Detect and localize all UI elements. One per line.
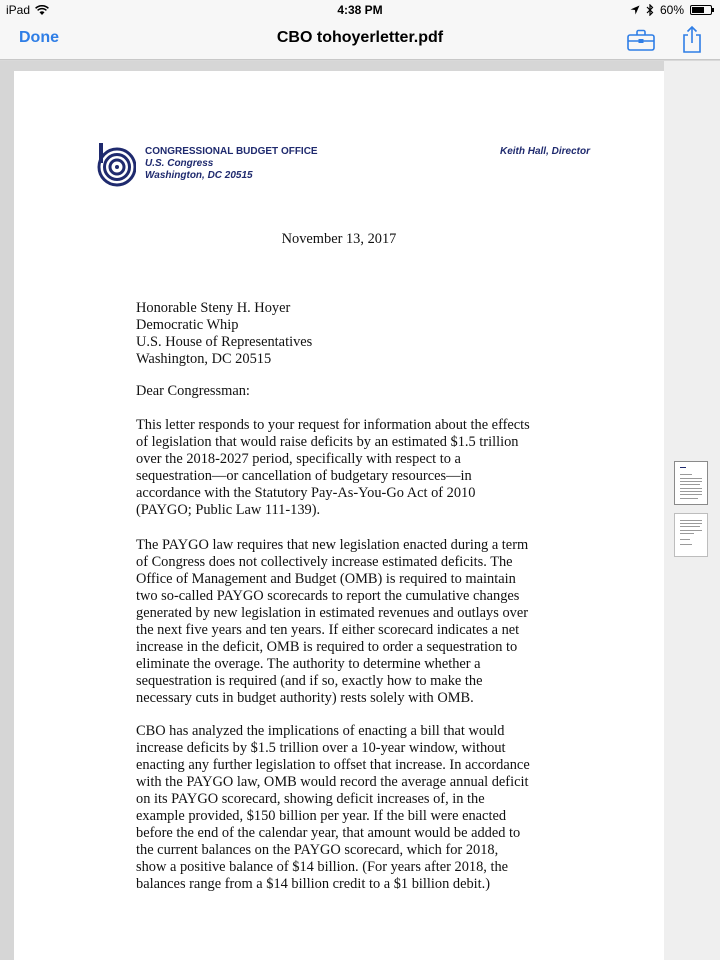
address-line: Washington, DC 20515 xyxy=(136,351,272,367)
text-line: sequestration—or cancellation of budgetary resources—in xyxy=(136,468,472,484)
text-line: with the PAYGO law, OMB would record the average annual deficit xyxy=(136,774,529,790)
text-line: over the 2018-2027 period, specifically with respect to a xyxy=(136,451,461,467)
org-line-2: U.S. Congress xyxy=(145,158,214,169)
document-title: CBO tohoyerletter.pdf xyxy=(276,29,444,46)
director-name: Keith Hall, Director xyxy=(499,146,590,157)
letter-date: November 13, 2017 xyxy=(281,231,397,247)
address-line: U.S. House of Representatives xyxy=(136,334,313,350)
text-line: increase deficits by $1.5 trillion over a 10-year window, without xyxy=(136,740,506,756)
text-line: balances range from a $14 billion credit to a $1 billion debit.) xyxy=(136,876,491,892)
page-thumbnail-2[interactable] xyxy=(674,513,708,557)
text-line: increase in the deficit, OMB is required to order a sequestration to xyxy=(136,639,518,655)
text-line: the next five years and ten years. If either scorecard indicates a net xyxy=(136,622,520,638)
org-name: CONGRESSIONAL BUDGET OFFICE xyxy=(145,146,318,157)
text-line: generated by new legislation in estimated revenues and outlays over xyxy=(136,605,529,621)
text-line: example provided, $150 billion per year. If the bill were enacted xyxy=(136,808,507,824)
text-line: show a positive balance of $14 billion. (For years after 2018, the xyxy=(136,859,509,875)
status-right xyxy=(630,3,712,17)
text-line: (PAYGO; Public Law 111-139). xyxy=(136,502,321,518)
battery-level xyxy=(692,7,704,13)
text-line: eliminate the overage. The authority to determine whether a xyxy=(136,656,481,672)
address-line: Honorable Steny H. Hoyer xyxy=(136,300,291,316)
status-time: 4:38 PM xyxy=(337,3,383,17)
text-line: sequestration is required (and if so, exactly how to make the xyxy=(136,673,483,689)
text-line: Office of Management and Budget (OMB) is required to maintain xyxy=(136,571,516,587)
text-line: CBO has analyzed the implications of enacting a bill that would xyxy=(136,723,505,739)
done-button[interactable]: Done xyxy=(19,29,59,46)
text-line: enacting any further legislation to offset that increase. In accordance xyxy=(136,757,530,773)
bluetooth-icon xyxy=(646,4,654,16)
text-line: necessary cuts in budget authority) rests solely with OMB. xyxy=(136,690,474,706)
org-line-3: Washington, DC 20515 xyxy=(145,170,253,181)
cbo-logo-icon xyxy=(96,143,136,187)
text-line: of legislation that would raise deficits by an estimated $1.5 trillion xyxy=(136,434,519,450)
page-thumbnail-strip xyxy=(664,61,720,960)
location-arrow-icon xyxy=(630,5,640,15)
text-line: accordance with the Statutory Pay-As-You-Go Act of 2010 xyxy=(136,485,476,501)
text-line: the current balances on the PAYGO scorecard, which for 2018, xyxy=(136,842,499,858)
pdf-page xyxy=(14,71,664,960)
address-line: Democratic Whip xyxy=(136,317,239,333)
battery-icon xyxy=(690,5,712,15)
nav-bar xyxy=(0,20,720,60)
recipient-address xyxy=(136,300,556,368)
device-name: iPad xyxy=(6,3,31,17)
battery-percent: 60% xyxy=(659,3,684,17)
toolbox-icon[interactable] xyxy=(627,29,655,51)
text-line: of Congress does not collectively increase estimated deficits. The xyxy=(136,554,513,570)
text-line: on its PAYGO scorecard, showing deficit increases of, in the xyxy=(136,791,485,807)
text-line: The PAYGO law requires that new legislation enacted during a term xyxy=(136,537,529,553)
text-line: two so-called PAYGO scorecards to report the cumulative changes xyxy=(136,588,520,604)
status-bar xyxy=(0,0,720,20)
share-icon[interactable] xyxy=(682,25,702,53)
paragraph-2 xyxy=(136,537,556,707)
paragraph-1 xyxy=(136,417,556,519)
letterhead-org xyxy=(145,146,318,182)
text-line: This letter responds to your request for information about the effects xyxy=(136,417,530,433)
salutation: Dear Congressman: xyxy=(136,383,250,399)
pdf-viewer[interactable] xyxy=(0,61,720,960)
paragraph-3 xyxy=(136,723,556,893)
text-line: before the end of the calendar year, that amount would be added to xyxy=(136,825,521,841)
page-thumbnail-1[interactable] xyxy=(674,461,708,505)
